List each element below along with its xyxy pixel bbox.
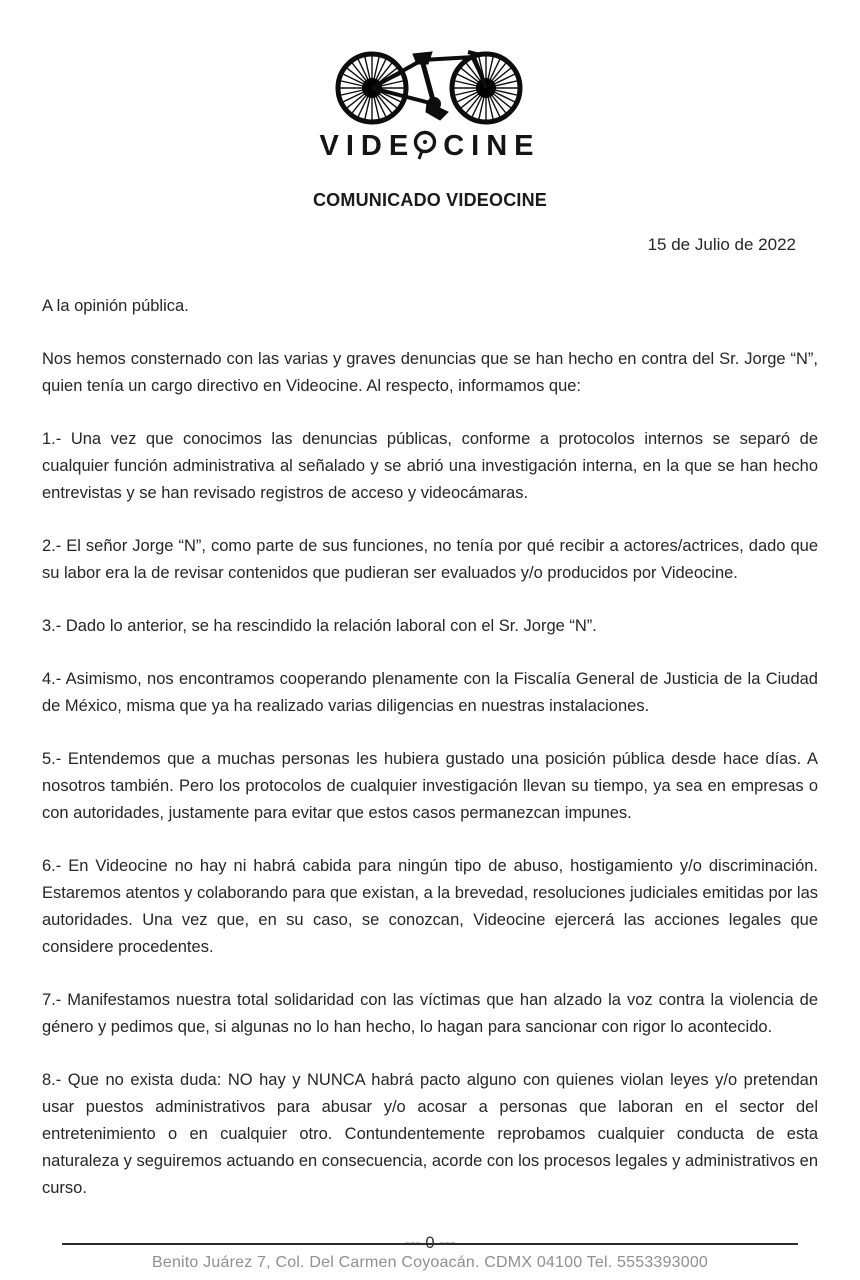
document-date: 15 de Julio de 2022 bbox=[647, 235, 796, 254]
numbered-item-6: 6.- En Videocine no hay ni habrá cabida para ningún tipo de abuso, hostigamiento y/o discriminación. Estaremos atentos y colaborando para que existan, a la brevedad, resoluciones judiciales emitidas por las autoridades. Una vez que, en su caso, se conozcan, Videocine ejercerá las acciones legales que considere procedentes. bbox=[42, 857, 818, 956]
page-title: COMUNICADO VIDEOCINE bbox=[312, 190, 547, 210]
wordmark-cine: CINE bbox=[443, 129, 541, 162]
videocine-wordmark bbox=[320, 129, 541, 163]
numbered-item-5: 5.- Entendemos que a muchas personas les hubiera gustado una posición pública desde hace días. A nosotros también. Pero los protocolos de cualquier investigación llevan su tiempo, ya sea en empresas o con autoridades, justamente para evitar que estos casos permanezcan impunes. bbox=[42, 750, 818, 822]
letter-body bbox=[0, 293, 860, 1257]
wordmark-wheel-o-icon bbox=[412, 129, 438, 163]
videocine-logo bbox=[0, 0, 860, 163]
numbered-item-4: 4.- Asimismo, nos encontramos cooperando plenamente con la Fiscalía General de Justicia de la Ciudad de México, misma que ya ha realizado varias diligencias en nuestras instalaciones. bbox=[42, 670, 818, 715]
numbered-item-2: 2.- El señor Jorge “N”, como parte de sus funciones, no tenía por qué recibir a actores/actrices, dado que su labor era la de revisar contenidos que pudieran ser evaluados y/o producidos por Videocine. bbox=[42, 537, 818, 582]
numbered-item-1: 1.- Una vez que conocimos las denuncias públicas, conforme a protocolos internos se separó de cualquier función administrativa al señalado y se abrió una investigación interna, en la que se han hecho entrevistas y se han revisado registros de acceso y videocámaras. bbox=[42, 430, 818, 502]
salutation: A la opinión pública. bbox=[42, 297, 189, 315]
numbered-item-8: 8.- Que no exista duda: NO hay y NUNCA habrá pacto alguno con quienes violan leyes y/o pretendan usar puestos administrativos para abusar y/o acosar a personas que laboran en el sector del entretenimiento o en cualquier otro. Contundentemente reprobamos cualquier conducta de esta naturaleza y seguiremos actuando en consecuencia, acorde con los procesos legales y administrativos en curso. bbox=[42, 1071, 818, 1197]
closing-separator: --- 0 --- bbox=[404, 1234, 456, 1252]
wordmark-vide: VIDE bbox=[319, 129, 416, 162]
numbered-item-7: 7.- Manifestamos nuestra total solidaridad con las víctimas que han alzado la voz contra la violencia de género y pedimos que, si algunas no lo han hecho, lo hagan para sancionar con rigor lo acontecido. bbox=[42, 991, 818, 1036]
footer-divider bbox=[62, 1243, 798, 1245]
bicycle-logo-icon bbox=[332, 46, 528, 126]
intro-paragraph: Nos hemos consternado con las varias y graves denuncias que se han hecho en contra del Sr. Jorge “N”, quien tenía un cargo directivo en Videocine. Al respecto, informamos que: bbox=[42, 350, 818, 395]
numbered-item-3: 3.- Dado lo anterior, se ha rescindido la relación laboral con el Sr. Jorge “N”. bbox=[42, 617, 597, 635]
page-footer bbox=[0, 1243, 860, 1272]
footer-address: Benito Juárez 7, Col. Del Carmen Coyoacán. CDMX 04100 Tel. 5553393000 bbox=[151, 1254, 709, 1271]
